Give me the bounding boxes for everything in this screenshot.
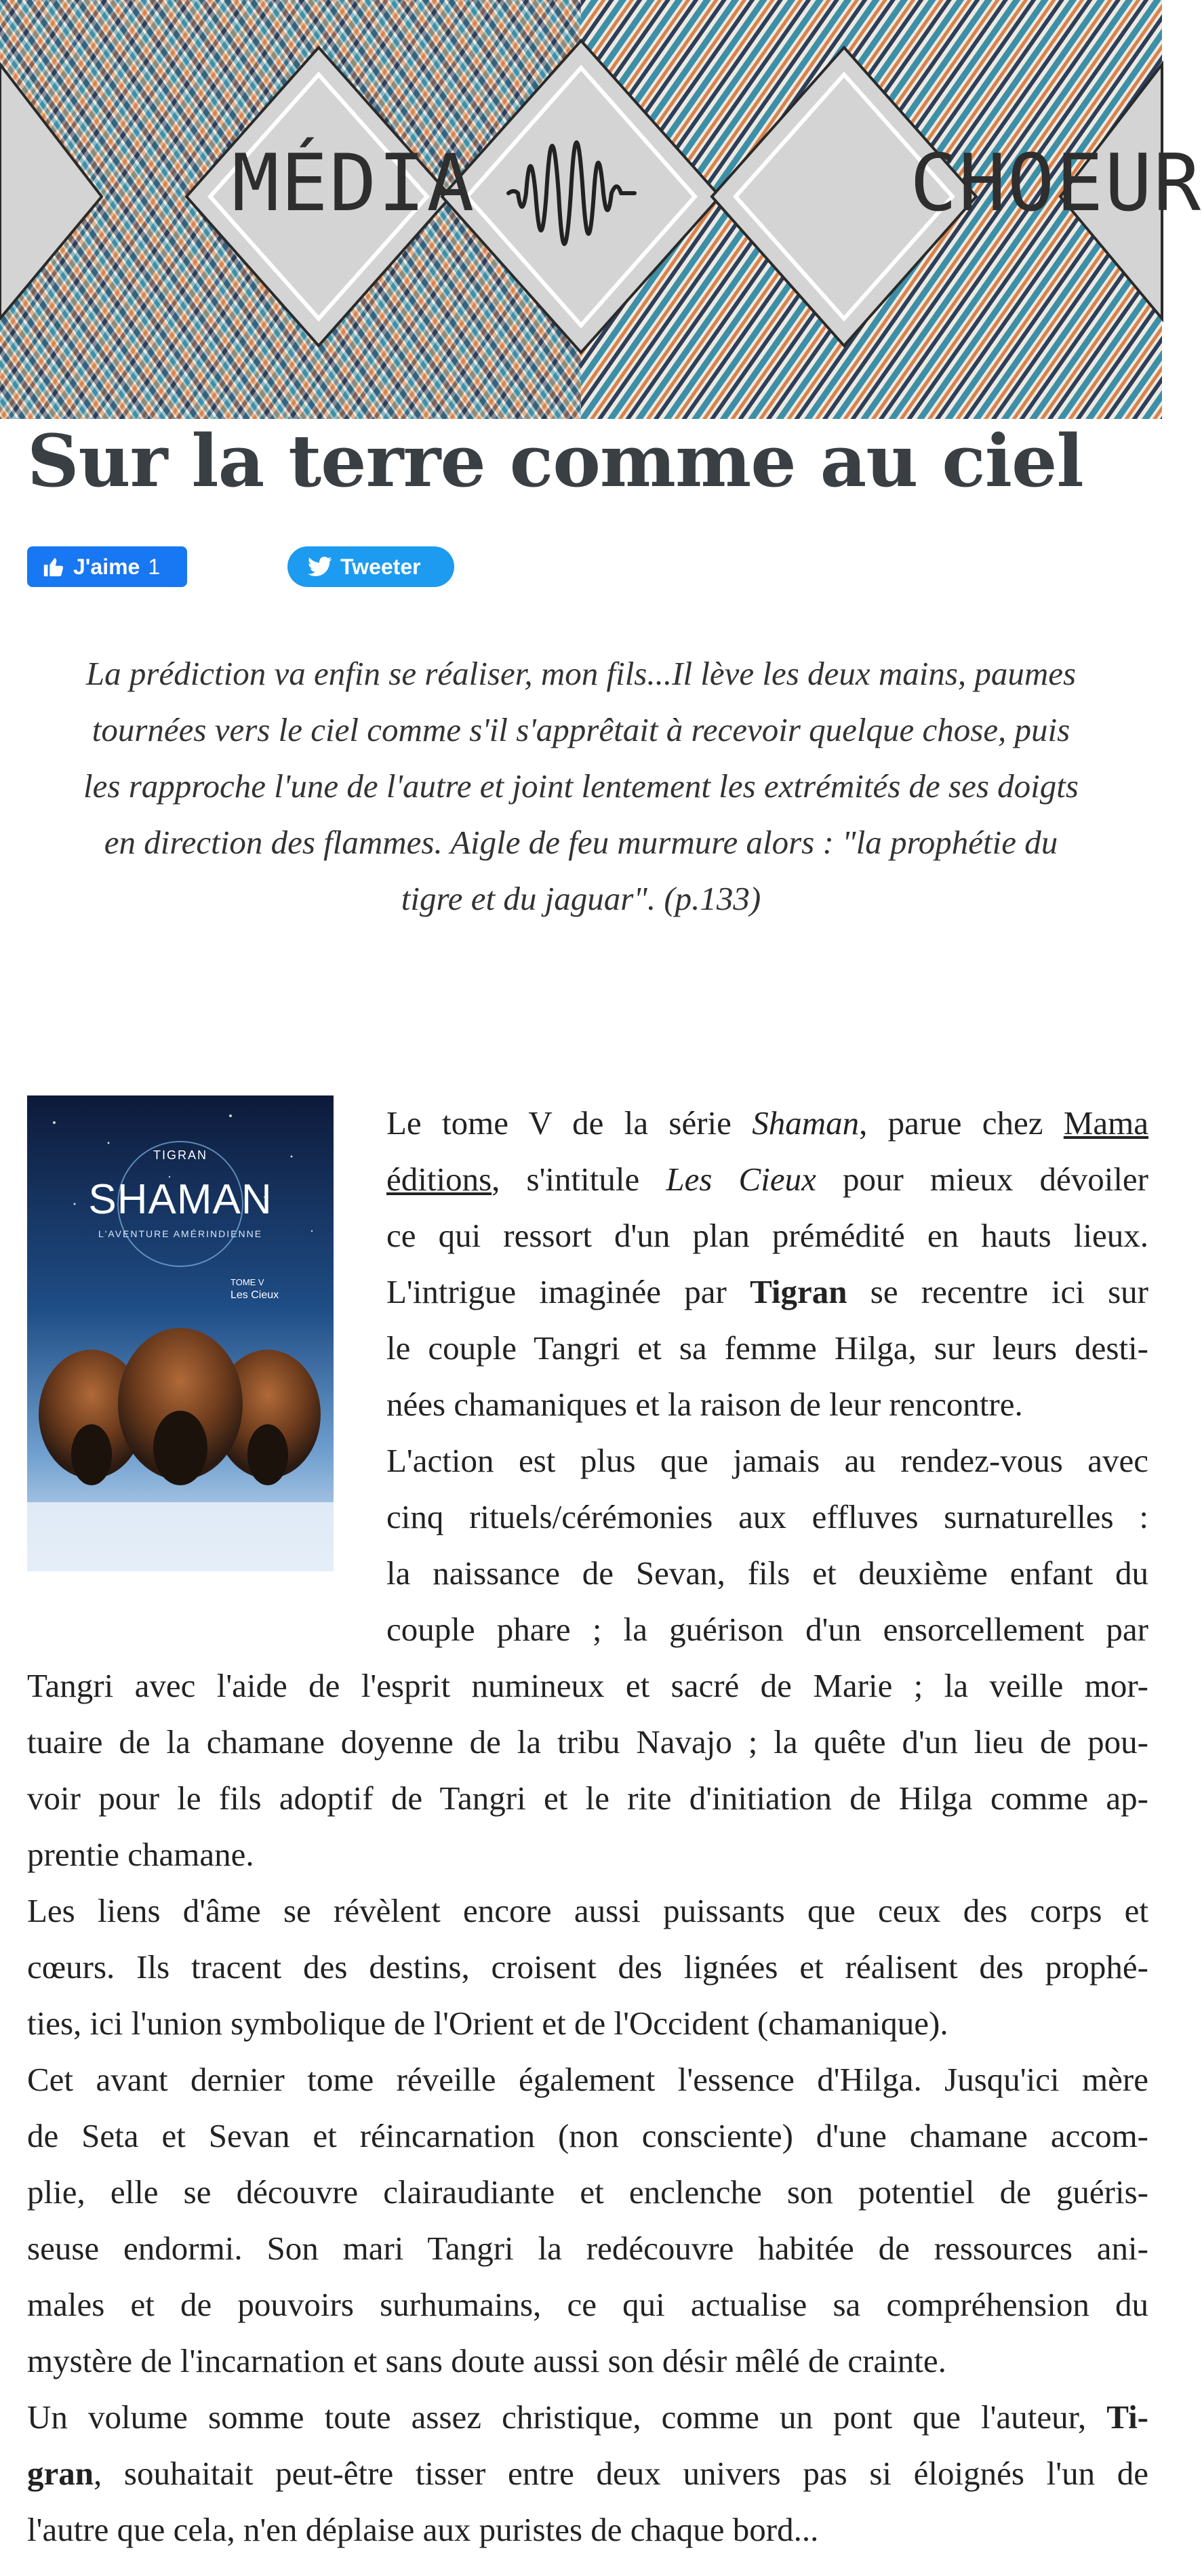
book-title: Les Cieux [666,1161,816,1198]
text-line [27,1151,1148,1207]
quote-line: La prédiction va enfin se réaliser, mon fils...Il lève les deux mains, paumes [85,655,1077,692]
text-line: Les liens d'âme se révèlent encore aussi puissants que ceux des corps et [27,1892,1148,1929]
text-line: couple phare ; la guérison d'un ensorcellement par [386,1611,1148,1648]
text-line: Tangri avec l'aide de l'esprit numineux et sacré de Marie ; la veille mor- [27,1667,1148,1704]
text-line: de Seta et Sevan et réincarnation (non consciente) d'une chamane accom- [27,2117,1148,2154]
page-title: Sur la terre comme au ciel [27,418,1083,503]
text-span: L'intrigue imaginée par [386,1273,750,1310]
text-line: Cet avant dernier tome réveille également l'essence d'Hilga. Jusqu'ici mère [27,2061,1148,2098]
text-span: Le tome V de la série [386,1104,753,1142]
cover-tome: TOME V [231,1277,264,1287]
article-body [27,1095,1148,2558]
text-line: L'action est plus que jamais au rendez-vous avec [386,1442,1148,1479]
text-line [27,2389,1148,2445]
author-name: gran [27,2455,94,2492]
text-line: l'autre que cela, n'en déplaise aux puristes de chaque bord... [27,2511,819,2548]
text-line: ce qui ressort d'un plan prémédité en hauts lieux. [386,1217,1148,1254]
thumbs-up-icon [42,555,65,578]
text-line [27,2445,1148,2501]
publisher-link[interactable]: éditions [386,1161,492,1198]
text-line [27,1095,1148,1151]
quote-line: les rapproche l'une de l'autre et joint lentement les extrémités de ses doigts [83,767,1079,805]
text-line: mystère de l'incarnation et sans doute aussi son désir mêlé de crainte. [27,2342,946,2379]
publisher-link[interactable]: Mama [1063,1104,1148,1142]
author-name: Tigran [750,1273,847,1310]
series-name: Shaman [752,1104,860,1142]
tweet-button[interactable] [287,546,454,587]
text-line: cœurs. Ils tracent des destins, croisent des lignées et réalisent des prophé- [27,1948,1148,1986]
text-span: Un volume somme toute assez christique, comme un pont que l'auteur, [27,2398,1107,2436]
text-span: , parue chez [859,1104,1064,1142]
quote-line: en direction des flammes. Aigle de feu murmure alors : "la prophétie du [104,824,1058,861]
text-line: nées chamaniques et la raison de leur rencontre. [386,1386,1023,1423]
banner-word-media: MÉDIA [232,138,476,229]
text-line [27,1264,1148,1320]
text-line: plie, elle se découvre clairaudiante et enclenche son potentiel de guéris- [27,2173,1148,2211]
like-count: 1 [148,554,161,579]
author-name: Ti- [1106,2398,1148,2436]
cover-series-title: SHAMAN [88,1176,273,1223]
like-label: J'aime [73,554,140,579]
text-line: voir pour le fils adoptif de Tangri et le rite d'initiation de Hilga comme ap- [27,1779,1148,1817]
text-line: le couple Tangri et sa femme Hilga, sur leurs desti- [386,1329,1148,1367]
cover-subtitle: L'AVENTURE AMÉRINDIENNE [98,1228,263,1239]
cover-volume: Les Cieux [231,1289,279,1301]
text-line: males et de pouvoirs surhumains, ce qui actualise sa compréhension du [27,2286,1148,2323]
text-line: prentie chamane. [27,1836,254,1873]
quote-line: tigre et du jaguar". (p.133) [401,880,761,917]
facebook-like-button[interactable] [27,546,187,587]
banner-word-choeur: CHOEUR [910,138,1202,229]
text-line: ties, ici l'union symbolique de l'Orient et de l'Occident (chamanique). [27,2005,948,2042]
cover-author: TIGRAN [153,1148,207,1162]
text-line: cinq rituels/cérémonies aux effluves surnaturelles : [386,1498,1148,1535]
text-span: pour mieux dévoiler [816,1161,1148,1198]
intro-quote [27,645,1135,927]
tweet-label: Tweeter [340,554,421,579]
quote-line: tournées vers le ciel comme s'il s'apprêtait à recevoir quelque chose, puis [92,711,1070,748]
text-span: se recentre ici sur [847,1273,1148,1310]
text-line: tuaire de la chamane doyenne de la tribu Navajo ; la quête d'un lieu de pou- [27,1723,1148,1760]
header-banner [0,0,1202,419]
text-span: , souhaitait peut-être tisser entre deux univers pas si éloignés l'un de [94,2455,1148,2492]
text-line: la naissance de Sevan, fils et deuxième enfant du [386,1554,1148,1592]
text-line: seuse endormi. Son mari Tangri la redécouvre habitée de ressources ani- [27,2230,1148,2267]
text-span: , s'intitule [492,1161,666,1198]
twitter-bird-icon [308,557,332,577]
